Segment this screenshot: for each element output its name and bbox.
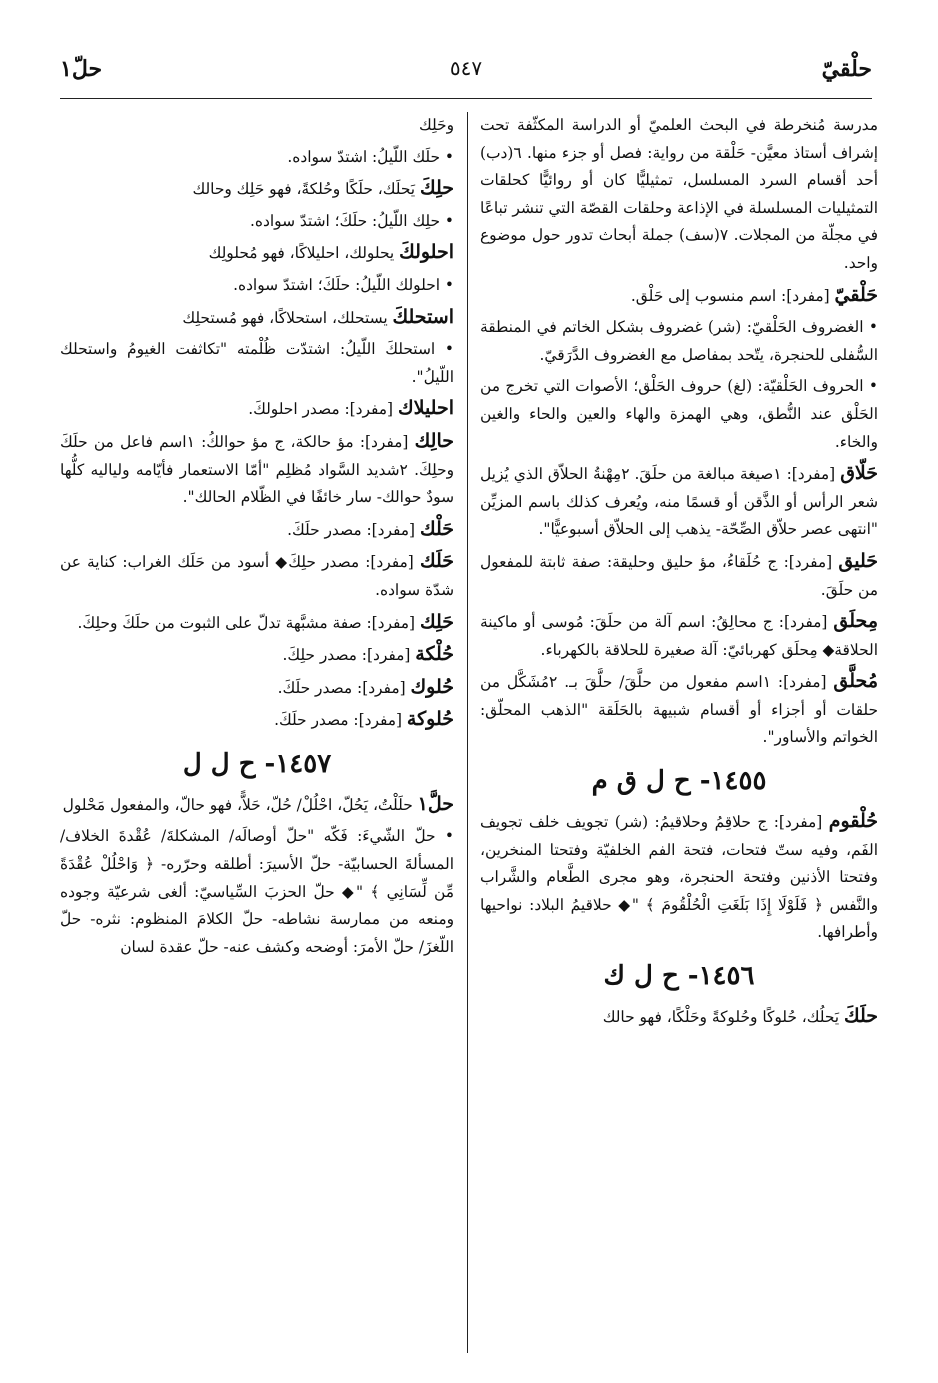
entry-subsense: • الغضروف الحَلْقيّ: (شر) غضروف بشكل الخاتم في المنطقة السُّفلى للحنجرة، يتّحد بمفاصل مع الغضروف الدَّرَقيّ. — [480, 318, 878, 364]
entry-headword: حَلِك — [419, 610, 454, 633]
entry-definition: [مفرد]: ج محالِقُ: اسم آلة من حلَقَ: مُوسى أو ماكينة الحلاقة◆ مِحلَق كهربائيّ: آلة صغيرة للحلاقة بالكهرباء. — [480, 613, 878, 659]
header-first-word: حلْقيّ — [821, 56, 872, 82]
root-heading: ١٤٥٥- ح ل ق م — [591, 766, 767, 797]
entry-definition: يَحلُك، حُلوكًا وحُلوكةً وحَلْكًا، فهو حالك — [602, 1008, 844, 1027]
dictionary-entry — [60, 548, 454, 604]
dictionary-entry — [60, 175, 454, 204]
entry-definition: [مفرد]: ج حُلَقاءُ، مؤ حليق وحليقة: صفة ثابتة للمفعول من حلَقَ. — [480, 552, 878, 599]
entry-headword: استحلكَ — [392, 305, 454, 328]
entry-subsense: • حلّ الشّيءَ: فَكّه "حلّ أوصالَه/ المشكلةَ/ عُقْدةَ الخلاف/ المسألةَ الحسابيّة- حلّ الأسيرَ: أطلقه وحرّره- ﴿ وَاحْلُلْ عُقْدَةً مِّن لِّسَانِي ﴾ "◆ حلّ الحزبَ السِّياسيّ: ألغى شرعيّة وجوده ومنعه من ممارسة نشاطه- حلّ الكلامَ المنظوم: نثره- حلّ اللّغزَ/ حلّ الأمرَ: أوضحه وكشف عنه- حلّ عقدة لسان — [60, 827, 454, 956]
entry-subsense: • استحلكَ اللّيلُ: اشتدّت ظُلْمته "تكاثفت الغيومُ واستحلك اللّيلُ". — [60, 340, 454, 386]
header-last-word: حلّ١ — [60, 56, 103, 82]
dictionary-entry — [480, 808, 878, 947]
dictionary-entry — [480, 668, 878, 752]
dictionary-entry — [60, 395, 454, 424]
entry-definition: [مفرد]: صفة مشبَّهة تدلّ على الثبوت من حلَكَ وحلِكَ. — [77, 613, 420, 632]
entry-headword: احليلاك — [397, 397, 454, 420]
root-heading: ١٤٥٧- ح ل ل — [182, 748, 332, 779]
dictionary-entry — [60, 239, 454, 268]
page-header — [60, 48, 872, 99]
entry-definition: [مفرد]: مصدر حلِكَ. — [282, 646, 416, 665]
entry-headword: حُلْكة — [415, 643, 454, 666]
entry-headword: حلِكَ — [419, 177, 454, 200]
dictionary-entry — [60, 428, 454, 512]
entry-definition: [مفرد]: مصدر حلَكَ. — [277, 678, 411, 697]
dictionary-entry — [480, 548, 878, 604]
dictionary-entry — [480, 1003, 878, 1032]
entry-definition: يحلولك، احليلاكًا، فهو مُحلولِك — [208, 244, 400, 263]
entry-definition: [مفرد]: مصدر حلَكَ. — [274, 711, 407, 730]
right-column — [480, 112, 878, 1363]
dictionary-entry — [480, 282, 878, 311]
entry-headword: حَلْقيّ — [834, 283, 878, 306]
entry-subsense: مدرسة مُنخرطة في البحث العلميّ أو الدراسة المكثّفة تحت إشراف أستاذ معيَّن- حَلْقة من رواية: فصل أو جزء منها. ٦(دب) أحد أقسام السرد المسلسل، تمثيليًّا كان أو روائيًّا كحلقات التمثيليات المسلسلة في الإذاعة وحلقات القصّة التي تنشر تباعًا في مجلّة من المجلات. ٧(سف) جملة أبحاث تدور حول موضوع واحد. — [480, 116, 878, 272]
dictionary-entry — [60, 304, 454, 333]
entry-definition: [مفرد]: ج حلاقِمُ وحلاقيمُ: (شر) تجويف خلف تجويف الفَم، وفيه ستّ فتحات، فتحة الفم الخلفيّة وفتحتا المنخرين، وفتحتا الأذنين وفتحة الحنجرة، وهو مجرى الطَّعام والشَّراب والنَّفس ﴿ فَلَوْلَا إِذَا بَلَغَتِ الْحُلْقُومَ ﴾ "◆ حلاقيمُ البلاد: نواحيها وأطرافها. — [480, 813, 878, 942]
entry-subsense: • احلولك اللّيلُ: حلَكَ؛ اشتدّ سواده. — [233, 275, 454, 294]
entry-subsense: • حلِك اللّيلُ: حلَكَ؛ اشتدّ سواده. — [250, 211, 454, 230]
entry-headword: حَلْك — [419, 517, 454, 540]
entry-definition: يستحلك، استحلاكًا، فهو مُستحلِك — [182, 308, 393, 327]
entry-definition: [مفرد]: اسم منسوب إلى حَلْق. — [630, 286, 835, 305]
dictionary-entry — [60, 791, 454, 820]
entry-definition: [مفرد]: مصدر حلِكَ◆ أسود من حَلَك الغراب: كناية عن شدّة سواده. — [60, 553, 454, 599]
entry-subsense: وحَلِك — [418, 116, 454, 134]
entry-headword: مُحلَّق — [833, 670, 878, 693]
entry-headword: مِحلَق — [833, 610, 878, 633]
entry-headword: حلَكَ — [843, 1005, 878, 1028]
dictionary-entry — [60, 674, 454, 703]
dictionary-entry — [480, 608, 878, 664]
entry-definition: [مفرد]: ١اسم مفعول من حلَّقَ/ حلَّقَ بـ. ٢مُشَكَّل من حلقات أو أجزاء أو أقسام شبيهة بالحَلَقة "الذهب المحلّق: الخواتم والأساور". — [480, 673, 878, 747]
entry-definition: [مفرد]: مصدر حلَكَ. — [287, 520, 420, 539]
dictionary-entry — [480, 460, 878, 544]
entry-definition: [مفرد]: مؤ حالكة، ج مؤ حوالكُ: ١اسم فاعل من حلَكَ وحلِكَ. ٢شديد السَّواد مُظلِم "أمّا الاستعمار فأيّامه ولياليه كلُّها سودٌ حوالك- سار خائفًا في الظّلام الحالك". — [60, 432, 455, 507]
entry-definition: [مفرد]: ١صيغة مبالغة من حلَقَ. ٢مِهْنةُ الحلاّق الذي يُزيل شعر الرأس أو الذَّقن أو قسمًا منه، ويُعرف كذلك باسم المزيِّن "انتهى عصر حلاّق الصِّحّة- يذهب إلى الحلاّق أسبوعيًّا". — [480, 465, 878, 539]
entry-subsense: • حلَك اللّيلُ: اشتدّ سواده. — [287, 147, 454, 166]
entry-definition: [مفرد]: مصدر احلولكَ. — [248, 400, 398, 419]
column-divider — [467, 112, 468, 1353]
entry-headword: حُلوك — [410, 675, 454, 698]
dictionary-entry — [60, 609, 454, 638]
entry-headword: حُلْقوم — [828, 810, 878, 833]
page-number: ٥٤٧ — [449, 56, 483, 80]
entry-headword: حلَّ١ — [417, 792, 454, 815]
entry-definition: يَحلَك، حلَكًا وحُلكةً، فهو حَلِك وحالك — [192, 180, 420, 199]
entry-headword: حالِك — [414, 429, 454, 452]
entry-headword: حُلوكة — [406, 708, 454, 731]
dictionary-entry — [60, 706, 454, 735]
dictionary-entry — [60, 641, 454, 670]
entry-subsense: • الحروف الحَلْقيّة: (لغ) حروف الحَلْق؛ الأصوات التي تخرج من الحَلْق عند النُّطق، وهي الهمزة والهاء والعين والحاء والغين والخاء. — [480, 377, 878, 451]
left-column — [60, 112, 454, 1363]
entry-headword: احلولكَ — [399, 241, 454, 264]
entry-headword: حَلّاق — [840, 462, 879, 485]
entry-headword: حَلَك — [419, 550, 454, 573]
root-heading: ١٤٥٦- ح ل ك — [603, 961, 755, 992]
entry-headword: حَليق — [838, 549, 878, 572]
dictionary-entry — [60, 516, 454, 545]
entry-definition: حلَلْتُ، يَحُلّ، احْلُلْ/ حُلّ، حَلاًّ، فهو حالّ، والمفعول مَحْلول — [62, 795, 418, 814]
